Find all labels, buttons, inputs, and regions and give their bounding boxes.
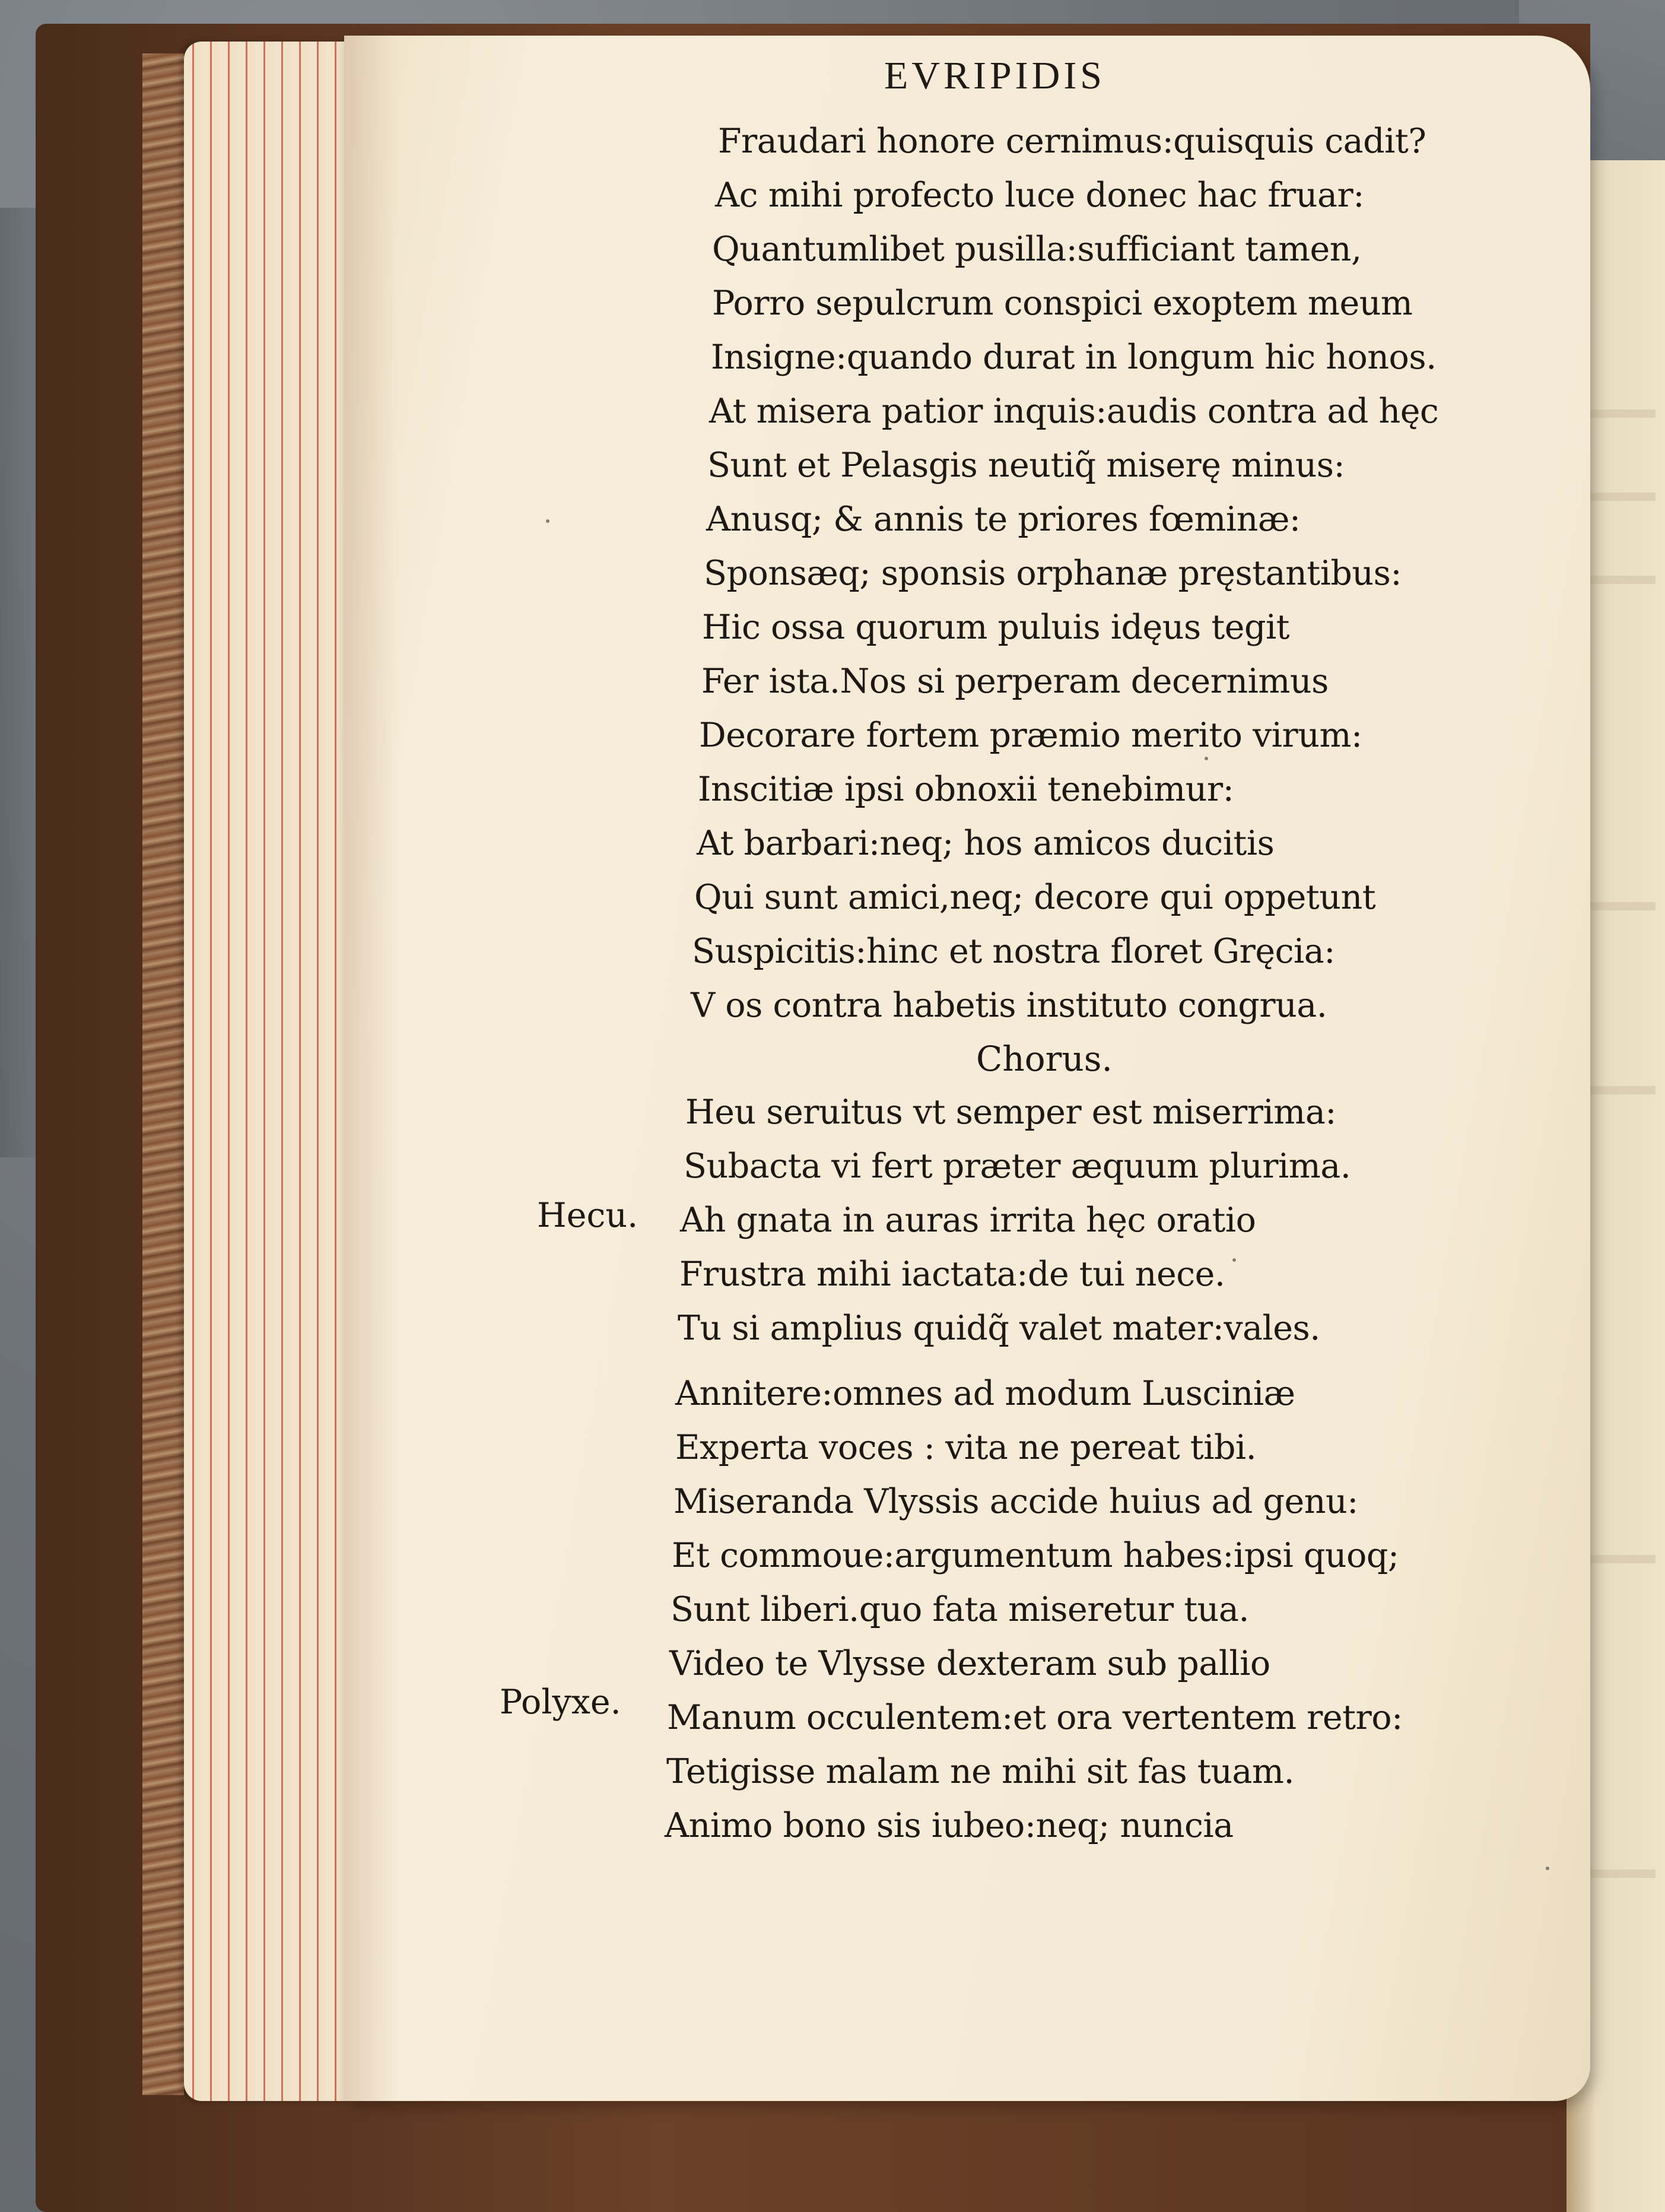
show-through-text: [1590, 1555, 1656, 1563]
verse-line: Sunt et Pelasgis neutiq̃ miserę minus:: [707, 446, 1345, 485]
ink-speck: [1546, 1867, 1549, 1870]
verse-line: Experta voces : vita ne pereat tibi.: [675, 1428, 1257, 1467]
verse-line: Suspicitis:hinc et nostra floret Gręcia:: [692, 932, 1335, 971]
verse-line: Quantumlibet pusilla:sufficiant tamen,: [712, 230, 1362, 269]
verse-line: Inscitiæ ipsi obnoxii tenebimur:: [698, 770, 1234, 809]
verse-line: Et commoue:argumentum habes:ipsi quoq;: [672, 1536, 1399, 1575]
ink-speck: [1232, 1258, 1236, 1262]
verse-line: Tu si amplius quidq̃ valet mater:vales.: [678, 1309, 1320, 1348]
verse-line: Manum occulentem:et ora vertentem retro:: [667, 1698, 1403, 1737]
verse-line: Sunt liberi.quo fata miseretur tua.: [671, 1590, 1249, 1629]
show-through-text: [1590, 576, 1656, 584]
page-gutter: [344, 36, 398, 2101]
ink-speck: [546, 519, 549, 523]
verse-line: Qui sunt amici,neq; decore qui oppetunt: [694, 878, 1376, 917]
verse-line: Ah gnata in auras irrita hęc oratio: [680, 1201, 1256, 1240]
book-page: [344, 36, 1590, 2101]
verse-line: Ac mihi profecto luce donec hac fruar:: [715, 176, 1364, 215]
chorus-heading: Chorus.: [976, 1039, 1113, 1079]
running-title: EVRIPIDIS: [884, 54, 1106, 97]
speaker-label-hecuba: Hecu.: [537, 1196, 638, 1235]
marbled-endpaper: [142, 53, 184, 2095]
verse-line: At barbari:neq; hos amicos ducitis: [697, 824, 1275, 863]
verse-line: Annitere:omnes ad modum Lusciniæ: [675, 1374, 1295, 1413]
verse-line: Fraudari honore cernimus:quisquis cadit?: [718, 122, 1426, 161]
verse-line: Insigne:quando durat in longum hic honos.: [711, 338, 1437, 377]
verse-line: Decorare fortem præmio merito virum:: [699, 716, 1362, 755]
page-edges: [184, 42, 350, 2101]
verse-line: Tetigisse malam ne mihi sit fas tuam.: [666, 1752, 1295, 1791]
show-through-text: [1590, 902, 1656, 910]
verse-line: Sponsæq; sponsis orphanæ pręstantibus:: [704, 554, 1402, 593]
verse-line: V os contra habetis instituto congrua.: [691, 986, 1327, 1025]
verse-line: Miseranda Vlyssis accide huius ad genu:: [673, 1482, 1358, 1521]
verse-line: Video te Vlysse dexteram sub pallio: [669, 1644, 1270, 1683]
show-through-text: [1590, 1870, 1656, 1878]
verse-line: Frustra mihi iactata:de tui nece.: [679, 1255, 1225, 1294]
verse-line: Hic ossa quorum puluis idęus tegit: [702, 608, 1290, 647]
verse-line: Heu seruitus vt semper est miserrima:: [685, 1093, 1337, 1132]
verse-line: At misera patior inquis:audis contra ad hęc: [709, 392, 1439, 431]
verse-line: Fer ista.Nos si perperam decernimus: [701, 662, 1329, 701]
verse-line: Porro sepulcrum conspici exoptem meum: [712, 284, 1413, 323]
show-through-text: [1590, 1086, 1656, 1094]
speaker-label-polyxena: Polyxe.: [500, 1683, 621, 1722]
show-through-text: [1590, 410, 1656, 418]
show-through-text: [1590, 493, 1656, 501]
verse-line: Subacta vi fert præter æquum plurima.: [684, 1147, 1351, 1186]
verse-line: Anusq; & annis te priores fœminæ:: [706, 500, 1301, 539]
ink-speck: [1205, 757, 1208, 760]
verse-line: Animo bono sis iubeo:neq; nuncia: [665, 1806, 1234, 1845]
